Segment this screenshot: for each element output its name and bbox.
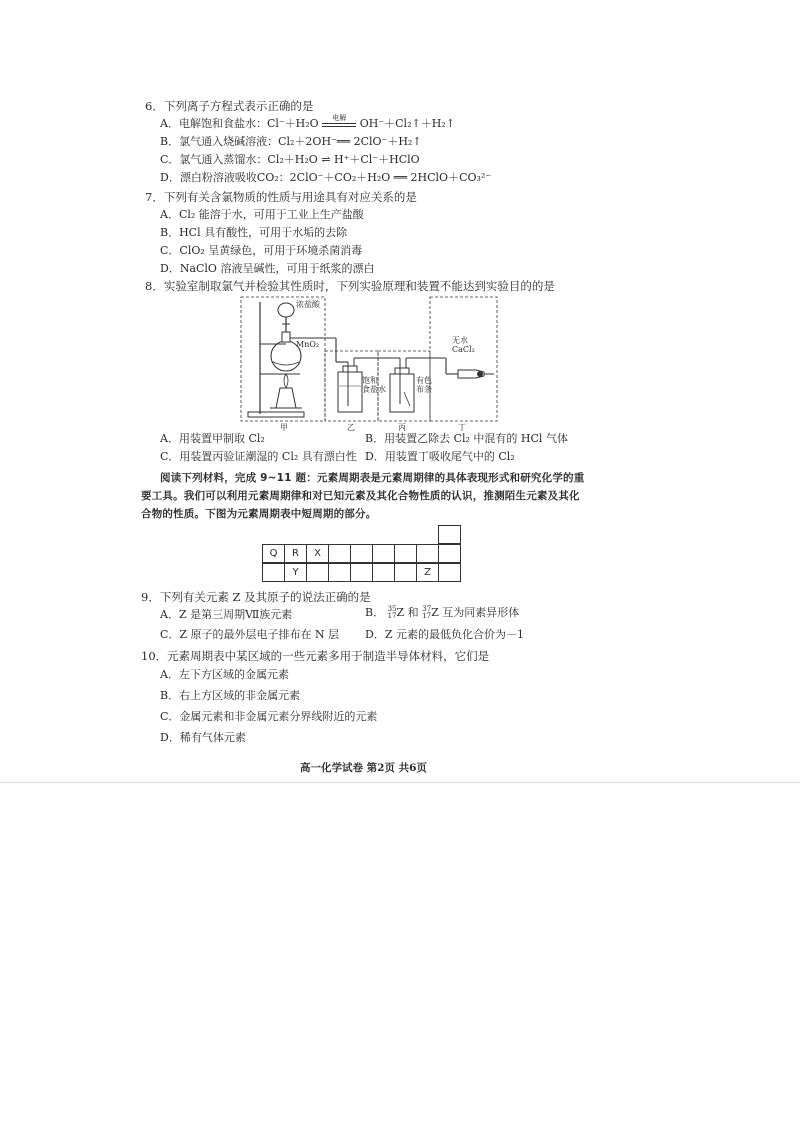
station-box-ding <box>430 297 497 421</box>
label-mno2: MnO₂ <box>296 340 320 349</box>
q9-option-c: C．Z 原子的最外层电子排布在 N 层 <box>160 628 340 641</box>
reading-line-1: 阅读下列材料，完成 9~11 题：元素周期表是元素周期律的具体表现形式和研究化学的重 <box>160 472 585 484</box>
q8-stem: 8．实验室制取氯气并检验其性质时，下列实验原理和装置不能达到实验目的的是 <box>145 279 555 293</box>
isotope-notation-1: 35 17 <box>387 605 397 620</box>
pt-cell-r: R <box>284 544 307 563</box>
q8-option-d: D．用装置丁吸收尾气中的 Cl₂ <box>365 450 515 463</box>
q6-stem: 6．下列离子方程式表示正确的是 <box>145 99 314 113</box>
label-acid: 浓盐酸 <box>296 300 320 309</box>
q9-stem: 9．下列有关元素 Z 及其原子的说法正确的是 <box>141 590 371 604</box>
label-cacl2: 无水 CaCl₂ <box>452 336 475 354</box>
apparatus-drawing <box>240 296 498 422</box>
label-cloth: 有色 布条 <box>416 376 432 394</box>
electrolysis-arrow: 电解 <box>322 117 356 127</box>
dropping-funnel <box>278 303 294 317</box>
cloth-strip <box>404 392 410 406</box>
q7-option-c: C．ClO₂ 呈黄绿色，可用于环境杀菌消毒 <box>160 244 363 257</box>
q9-option-b: B． 35 17 Z 和 37 17 Z 互为同素异形体 <box>365 605 520 620</box>
pt-cell <box>306 563 329 582</box>
station-label-ding: 丁 <box>458 423 466 432</box>
pt-cell <box>394 563 417 582</box>
station-label-jia: 甲 <box>280 423 288 432</box>
q8-option-c: C．用装置丙验证潮湿的 Cl₂ 具有漂白性 <box>160 450 357 463</box>
q6-option-c: C．氯气通入蒸馏水：Cl₂＋H₂O ⇌ H⁺＋Cl⁻＋HClO <box>160 153 420 166</box>
reading-line-3: 合物的性质。下图为元素周期表中短周期的部分。 <box>141 508 377 520</box>
q8-option-b: B．用装置乙除去 Cl₂ 中混有的 HCl 气体 <box>365 432 568 445</box>
pt-cell <box>328 563 351 582</box>
pt-cell <box>350 563 373 582</box>
q6-option-d: D．漂白粉溶液吸收CO₂：2ClO⁻＋CO₂＋H₂O ══ 2HClO＋CO₃²⁻ <box>160 171 492 184</box>
station-box-jia <box>241 297 325 421</box>
q7-option-a: A．Cl₂ 能溶于水，可用于工业上生产盐酸 <box>160 208 364 221</box>
q10-option-d: D．稀有气体元素 <box>160 731 246 744</box>
pt-cell-x: X <box>306 544 329 563</box>
q6-option-a: A．电解饱和食盐水：Cl⁻＋H₂O 电解 OH⁻＋Cl₂↑＋H₂↑ <box>160 114 455 130</box>
pt-cell-z: Z <box>416 563 439 582</box>
pt-cell <box>328 544 351 563</box>
pt-cell <box>372 563 395 582</box>
reading-line-2: 要工具。我们可以利用元素周期律和对已知元素及其化合物性质的认识，推测陌生元素及其化 <box>141 490 580 502</box>
pt-cell <box>262 563 285 582</box>
q10-option-c: C．金属元素和非金属元素分界线附近的元素 <box>160 710 378 723</box>
q10-option-b: B．右上方区域的非金属元素 <box>160 689 301 702</box>
q8-option-a: A．用装置甲制取 Cl₂ <box>160 432 265 445</box>
alcohol-lamp <box>276 388 296 408</box>
q7-option-d: D．NaClO 溶液呈碱性，可用于纸浆的漂白 <box>160 262 375 275</box>
isotope-notation-2: 37 17 <box>422 605 432 620</box>
pt-cell <box>394 544 417 563</box>
flame-icon <box>284 374 288 388</box>
pt-cell-q: Q <box>262 544 285 563</box>
page-divider <box>0 782 800 783</box>
q6-option-b: B．氯气通入烧碱溶液：Cl₂＋2OH⁻══ 2ClO⁻＋H₂↑ <box>160 135 422 148</box>
test-bottle <box>390 374 414 412</box>
q7-option-b: B．HCl 具有酸性，可用于水垢的去除 <box>160 226 348 239</box>
label-brine: 饱和 食盐水 <box>362 376 386 394</box>
q9-option-a: A．Z 是第三周期Ⅶ族元素 <box>160 608 293 621</box>
stand-base <box>248 412 304 417</box>
q9-option-d: D．Z 元素的最低负化合价为－1 <box>365 628 524 641</box>
station-label-bing: 丙 <box>398 423 406 432</box>
pt-cell <box>438 525 461 544</box>
pt-cell <box>438 544 461 563</box>
lab-apparatus-diagram <box>240 296 498 432</box>
pt-cell <box>416 544 439 563</box>
pt-cell <box>438 563 461 582</box>
q10-option-a: A．左下方区域的金属元素 <box>160 668 289 681</box>
page-footer: 高一化学试卷 第2页 共6页 <box>300 762 427 774</box>
q10-stem: 10．元素周期表中某区域的一些元素多用于制造半导体材料，它们是 <box>141 649 490 663</box>
wash-bottle <box>338 372 362 412</box>
pt-cell <box>350 544 373 563</box>
q7-stem: 7．下列有关含氯物质的性质与用途具有对应关系的是 <box>145 190 417 204</box>
station-label-yi: 乙 <box>347 423 355 432</box>
pt-cell <box>372 544 395 563</box>
pt-cell-y: Y <box>284 563 307 582</box>
